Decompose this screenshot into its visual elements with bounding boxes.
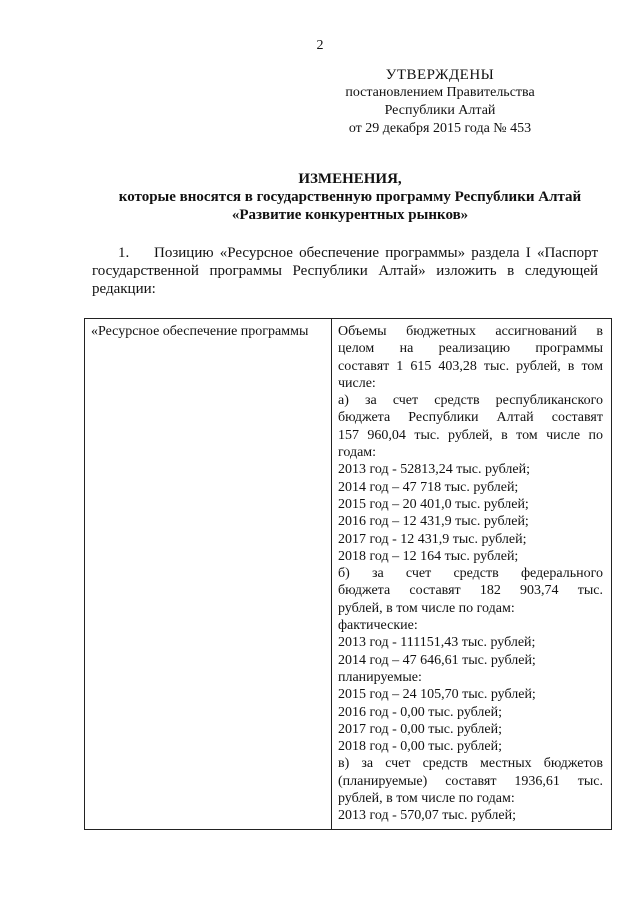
approval-line: Республики Алтай	[384, 103, 496, 118]
resource-line: бюджета составят 182 903,74 тыс.	[337, 583, 603, 599]
resource-line: составят 1 615 403,28 тыс. рублей, в том	[337, 358, 603, 374]
resource-line: 2016 год – 12 431,9 тыс. рублей;	[337, 514, 529, 530]
resource-line: 2013 год - 111151,43 тыс. рублей;	[337, 635, 536, 651]
resource-line: фактические:	[337, 618, 418, 634]
resource-line: 2018 год - 0,00 тыс. рублей;	[337, 739, 502, 755]
resource-line: Объемы бюджетных ассигнований в	[337, 324, 603, 339]
resource-line: 2017 год - 12 431,9 тыс. рублей;	[337, 531, 527, 547]
resource-line: рублей, в том числе по годам:	[337, 791, 515, 807]
resource-line: рублей, в том числе по годам:	[337, 600, 515, 616]
table-row	[85, 319, 612, 830]
resource-value-cell	[331, 319, 611, 830]
approval-line: от 29 декабря 2015 года № 453	[348, 121, 532, 136]
resource-line: 2017 год - 0,00 тыс. рублей;	[337, 721, 502, 737]
title-line: «Развитие конкурентных рынков»	[231, 207, 469, 223]
resource-line: в) за счет средств местных бюджетов	[337, 756, 603, 772]
resource-line: 157 960,04 тыс. рублей, в том числе по	[337, 427, 603, 443]
approval-heading: УТВЕРЖДЕНЫ	[385, 67, 495, 83]
paragraph-text: Позицию «Ресурсное обеспечение программы» раздела I «Паспорт государственной программы Республики Алтай» изложить в следующей редакции:	[92, 245, 598, 297]
resource-line: годам:	[337, 445, 377, 461]
title-line: которые вносятся в государственную программу Республики Алтай	[118, 189, 582, 205]
resource-line: числе:	[337, 375, 376, 391]
resource-line: б) за счет средств федерального	[337, 566, 603, 582]
approval-line: постановлением Правительства	[345, 85, 535, 100]
resource-line: 2013 год - 570,07 тыс. рублей;	[337, 808, 516, 824]
resource-line: бюджета Республики Алтай составят	[337, 410, 603, 426]
resource-label-cell: «Ресурсное обеспечение программы	[85, 319, 332, 830]
paragraph-1	[92, 244, 598, 298]
resource-line: 2014 год – 47 646,61 тыс. рублей;	[337, 652, 536, 668]
document-title	[60, 170, 640, 224]
resource-line: планируемые:	[337, 669, 422, 685]
resource-line: 2016 год - 0,00 тыс. рублей;	[337, 704, 502, 720]
title-line: ИЗМЕНЕНИЯ,	[298, 171, 402, 187]
resource-line: 2014 год – 47 718 тыс. рублей;	[337, 479, 519, 495]
approval-block	[330, 66, 550, 138]
resource-line: 2015 год – 20 401,0 тыс. рублей;	[337, 496, 529, 512]
resource-line: целом на реализацию программы	[337, 341, 603, 357]
resource-line: 2013 год - 52813,24 тыс. рублей;	[337, 462, 530, 478]
page-number: 2	[316, 38, 324, 53]
paragraph-number: 1.	[118, 245, 130, 261]
resource-line: 2018 год – 12 164 тыс. рублей;	[337, 548, 519, 564]
resource-line: а) за счет средств республиканского	[337, 393, 603, 409]
resource-table	[84, 318, 612, 830]
resource-line: (планируемые) составят 1936,61 тыс.	[337, 773, 603, 789]
resource-line: 2015 год – 24 105,70 тыс. рублей;	[337, 687, 536, 703]
